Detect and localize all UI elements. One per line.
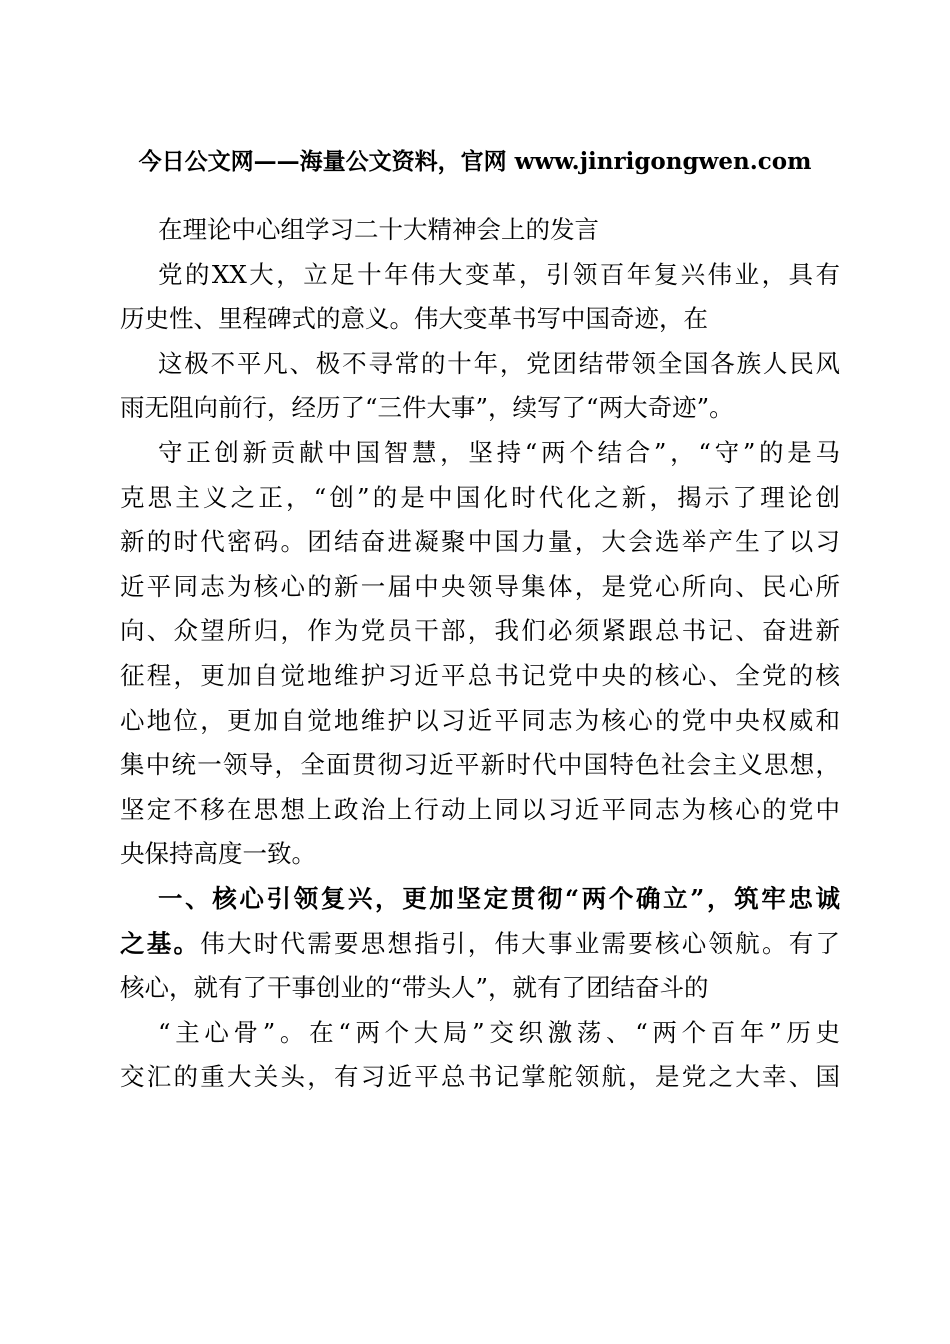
paragraph-line: 征程，更加自觉地维护习近平总书记党中央的核心、全党的核 — [120, 660, 840, 690]
paragraph-line: 雨无阻向前行，经历了“三件大事”，续写了“两大奇迹”。 — [120, 393, 734, 423]
paragraph-line: 这极不平凡、极不寻常的十年，党团结带领全国各族人民风 — [158, 348, 840, 378]
document-body — [120, 208, 840, 1100]
paragraph-text: 伟大时代需要思想指引，伟大事业需要核心领航。有了 — [200, 928, 840, 958]
speech-title: 在理论中心组学习二十大精神会上的发言 — [158, 215, 599, 244]
paragraph-line: 克思主义之正，“创”的是中国化时代化之新，揭示了理论创 — [120, 482, 840, 512]
paragraph-line: 心地位，更加自觉地维护以习近平同志为核心的党中央权威和 — [120, 705, 840, 735]
paragraph-line: 坚定不移在思想上政治上行动上同以习近平同志为核心的党中 — [120, 794, 840, 824]
section-heading: 一、核心引领复兴，更加坚定贯彻“两个确立”，筑牢忠诚 — [158, 883, 840, 913]
paragraph-line: 交汇的重大关头，有习近平总书记掌舵领航，是党之大幸、国 — [120, 1062, 840, 1092]
paragraph-line: 守正创新贡献中国智慧，坚持“两个结合”，“守”的是马 — [158, 437, 840, 467]
paragraph-line — [120, 922, 840, 967]
paragraph-line: 近平同志为核心的新一届中央领导集体，是党心所向、民心所 — [120, 571, 840, 601]
section-heading-end: 之基。 — [120, 928, 201, 958]
paragraph-line: “主心骨”。在“两个大局”交织激荡、“两个百年”历史 — [158, 1017, 840, 1047]
paragraph-line: 历史性、里程碑式的意义。伟大变革书写中国奇迹，在 — [120, 304, 708, 334]
paragraph-line: 集中统一领导，全面贯彻习近平新时代中国特色社会主义思想， — [120, 750, 840, 780]
paragraph-line: 新的时代密码。团结奋进凝聚中国力量，大会选举产生了以习 — [120, 527, 840, 557]
paragraph-line: 央保持高度一致。 — [120, 839, 316, 869]
paragraph-line: 党的XX大，立足十年伟大变革，引领百年复兴伟业，具有 — [158, 259, 840, 289]
site-header-banner: 今日公文网——海量公文资料，官网 www.jinrigongwen.com — [138, 148, 812, 175]
paragraph-line: 核心，就有了干事创业的“带头人”，就有了团结奋斗的 — [120, 973, 709, 1003]
paragraph-line: 向、众望所归，作为党员干部，我们必须紧跟总书记、奋进新 — [120, 616, 840, 646]
